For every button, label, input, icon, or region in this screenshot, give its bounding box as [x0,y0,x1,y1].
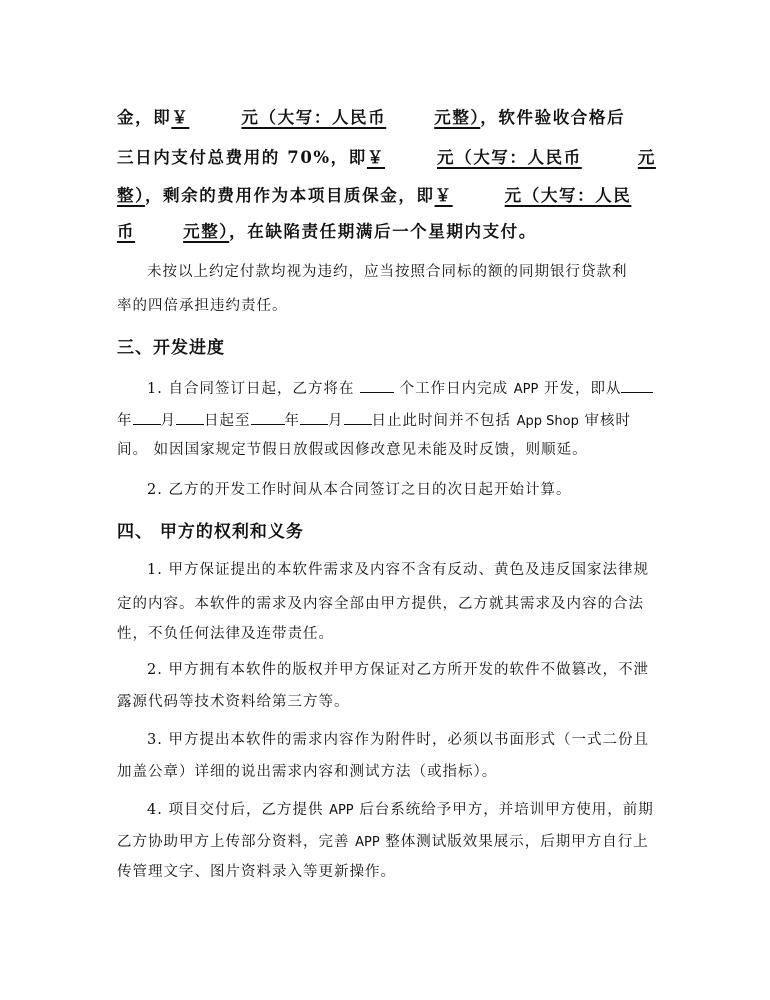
text: 乙方协助甲方上传部分资料，完善 [117,834,350,850]
section-3-title: 三、开发进度 [117,338,225,358]
breach-line-2: 率的四倍承担违约责任。 [117,298,288,314]
s4-item3-line-1: 3. 甲方提出本软件的需求内容作为附件时，必须以书面形式（一式二份且 [147,732,649,748]
yen-sign: ￥ [171,108,190,127]
text: 年 [117,413,133,429]
payment-line-1 [117,108,645,128]
s4-item1-line-2: 定的内容。本软件的需求及内容全部由甲方提供，乙方就其需求及内容的合法 [117,596,644,612]
text: 元（大写：人民币 [241,108,387,127]
blank-month [133,410,161,425]
text: APP [355,835,380,850]
blank-year [251,410,285,425]
breach-line-1: 未按以上约定付款均视为违约，应当按照合同标的额的同期银行贷款利 [147,264,628,280]
s3-item1-line-2 [117,410,645,432]
s4-item4-line-1 [117,800,675,821]
s4-item2-line-1: 2. 甲方拥有本软件的版权并甲方保证对乙方所开发的软件不做篡改，不泄 [147,662,649,678]
text: 月 [160,413,176,429]
amount-underline [171,108,480,127]
text: 元（大写：人民 [504,186,632,205]
text: ，在缺陷责任期满后一个星期内支付。 [229,222,537,241]
blank-day [344,410,372,425]
yen-sign: ￥ [434,186,453,205]
amount-underline [117,222,229,241]
s3-item1-line-1 [117,378,675,400]
yen-sign: ￥ [366,148,385,167]
text: 1. 自合同签订日起，乙方将在 [147,381,355,397]
text: 元（大写：人民币 [437,148,582,167]
text: APP [513,382,539,397]
text: ，软件验收合格后 [480,108,626,127]
text: 审核时 [584,413,631,429]
s4-item4-line-2 [117,832,649,853]
s4-item4-line-3: 传管理文字、图片资料录入等更新操作。 [117,864,396,880]
s4-item1-line-1: 1. 甲方保证提出的本软件需求及内容不含有反动、黄色及违反国家法律规 [147,562,649,578]
s4-item1-line-3: 性，不负任何法律及连带责任。 [117,626,334,642]
text: 4. 项目交付后，乙方提供 [147,802,324,818]
blank-month [300,410,328,425]
text: 元整） [434,108,481,127]
section-4-title: 四、 甲方的权利和义务 [117,522,304,542]
text: 日起至 [204,413,251,429]
text: 个工作日内完成 [399,381,509,397]
text: App Shop [516,414,579,429]
text: 整体测试版效果展示，后期甲方自行上 [385,834,649,850]
text: 开发，即从 [543,381,622,397]
blank-days [360,378,394,393]
text: 整） [117,186,145,205]
s4-item2-line-2: 露源代码等技术资料给第三方等。 [117,694,350,710]
payment-line-4 [117,222,645,242]
blank-year [621,378,653,393]
text: 元整） [183,222,230,241]
amount-underline [435,186,632,205]
text: 日止此时间并不包括 [371,413,511,429]
text: 三日内支付总费用的 70%，即 [117,148,367,167]
text: APP [329,803,354,818]
text: 币 [117,222,136,241]
blank-day [176,410,204,425]
text: 年 [284,413,300,429]
s3-item2: 2. 乙方的开发工作时间从本合同签订之日的次日起开始计算。 [147,482,572,498]
text: 月 [328,413,344,429]
payment-line-2 [117,148,656,168]
amount-underline [367,148,656,167]
payment-line-3 [117,186,645,206]
s3-item1-line-3: 间。 如因国家规定节假日放假或因修改意见未能及时反馈，则顺延。 [117,442,588,458]
text: 金，即 [117,108,172,127]
text: 元 [637,148,656,167]
s4-item3-line-2: 加盖公章）详细的说出需求内容和测试方法（或指标）。 [117,764,498,780]
text: 后台系统给予甲方，并培训甲方使用，前期 [359,802,654,818]
text: ，剩余的费用作为本项目质保金，即 [144,186,435,205]
